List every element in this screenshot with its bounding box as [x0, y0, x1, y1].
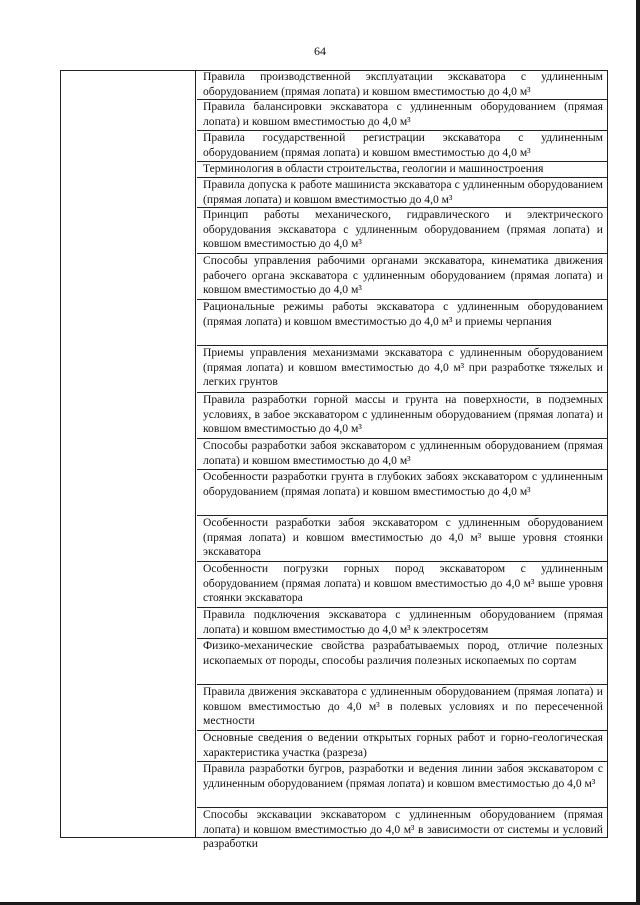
table-right-column — [197, 70, 607, 851]
table-row: Способы разработки забоя экскаватором с удлиненным оборудованием (прямая лопата) и ковшом вместимостью до 4,0 м³ — [197, 439, 607, 470]
table-row: Способы управления рабочими органами экскаватора, кинематика движения рабочего органа экскаватора с удлиненным оборудованием (прямая лопата) и ковшом вместимостью до 4,0 м³ — [197, 254, 607, 300]
table-row: Правила производственной эксплуатации экскаватора с удлиненным оборудованием (прямая лопата) и ковшом вместимостью до 4,0 м³ — [197, 70, 607, 100]
table-row: Правила балансировки экскаватора с удлиненным оборудованием (прямая лопата) и ковшом вместимостью до 4,0 м³ — [197, 100, 607, 131]
table-row: Правила подключения экскаватора с удлиненным оборудованием (прямая лопата) и ковшом вместимостью до 4,0 м³ к электросетям — [197, 608, 607, 639]
table-row: Рациональные режимы работы экскаватора с удлиненным оборудованием (прямая лопата) и ковшом вместимостью до 4,0 м³ и приемы черпания — [197, 300, 607, 346]
table-row: Особенности погрузки горных пород экскаватором с удлиненным оборудованием (прямая лопата) и ковшом вместимостью до 4,0 м³ выше уровня стоянки экскаватора — [197, 562, 607, 608]
table-row: Особенности разработки забоя экскаватором с удлиненным оборудованием (прямая лопата) и ковшом вместимостью до 4,0 м³ выше уровня стоянки экскаватора — [197, 516, 607, 562]
table-row: Правила разработки бугров, разработки и ведения линии забоя экскаватором с удлиненным оборудованием (прямая лопата) и ковшом вместимостью до 4,0 м³ — [197, 762, 607, 808]
table-row: Правила допуска к работе машиниста экскаватора с удлиненным оборудованием (прямая лопата) и ковшом вместимостью до 4,0 м³ — [197, 178, 607, 208]
table-row: Особенности разработки грунта в глубоких забоях экскаватором с удлиненным оборудованием (прямая лопата) и ковшом вместимостью до 4,0 м³ — [197, 470, 607, 516]
scan-edge-right — [636, 0, 640, 905]
table-row: Принцип работы механического, гидравлического и электрического оборудования экскаватора с удлиненным оборудованием (прямая лопата) и ковшом вместимостью до 4,0 м³ — [197, 208, 607, 254]
table-row: Терминология в области строительства, геологии и машиностроения — [197, 162, 607, 178]
table-left-column — [60, 70, 196, 838]
table-row: Приемы управления механизмами экскаватора с удлиненным оборудованием (прямая лопата) и ковшом вместимостью до 4,0 м³ при разработке тяжелых и легких грунтов — [197, 346, 607, 393]
table-row: Правила движения экскаватора с удлиненным оборудованием (прямая лопата) и ковшом вместимостью до 4,0 м³ в полевых условиях и по пересеченной местности — [197, 685, 607, 731]
table-row: Правила государственной регистрации экскаватора с удлиненным оборудованием (прямая лопата) и ковшом вместимостью до 4,0 м³ — [197, 131, 607, 162]
table-row: Способы экскавации экскаватором с удлиненным оборудованием (прямая лопата) и ковшом вместимостью до 4,0 м³ в зависимости от системы и условий разработки — [203, 808, 603, 851]
page-number: 64 — [314, 44, 326, 58]
table-row: Основные сведения о ведении открытых горных работ и горно-геологическая характеристика участка (разреза) — [197, 731, 607, 762]
table-row: Физико-механические свойства разрабатываемых пород, отличие полезных ископаемых от породы, способы различия полезных ископаемых по сортам — [197, 639, 607, 685]
table-row: Правила разработки горной массы и грунта на поверхности, в подземных условиях, в забое экскаватором с удлиненным оборудованием (прямая лопата) и ковшом вместимостью до 4,0 м³ — [197, 393, 607, 439]
